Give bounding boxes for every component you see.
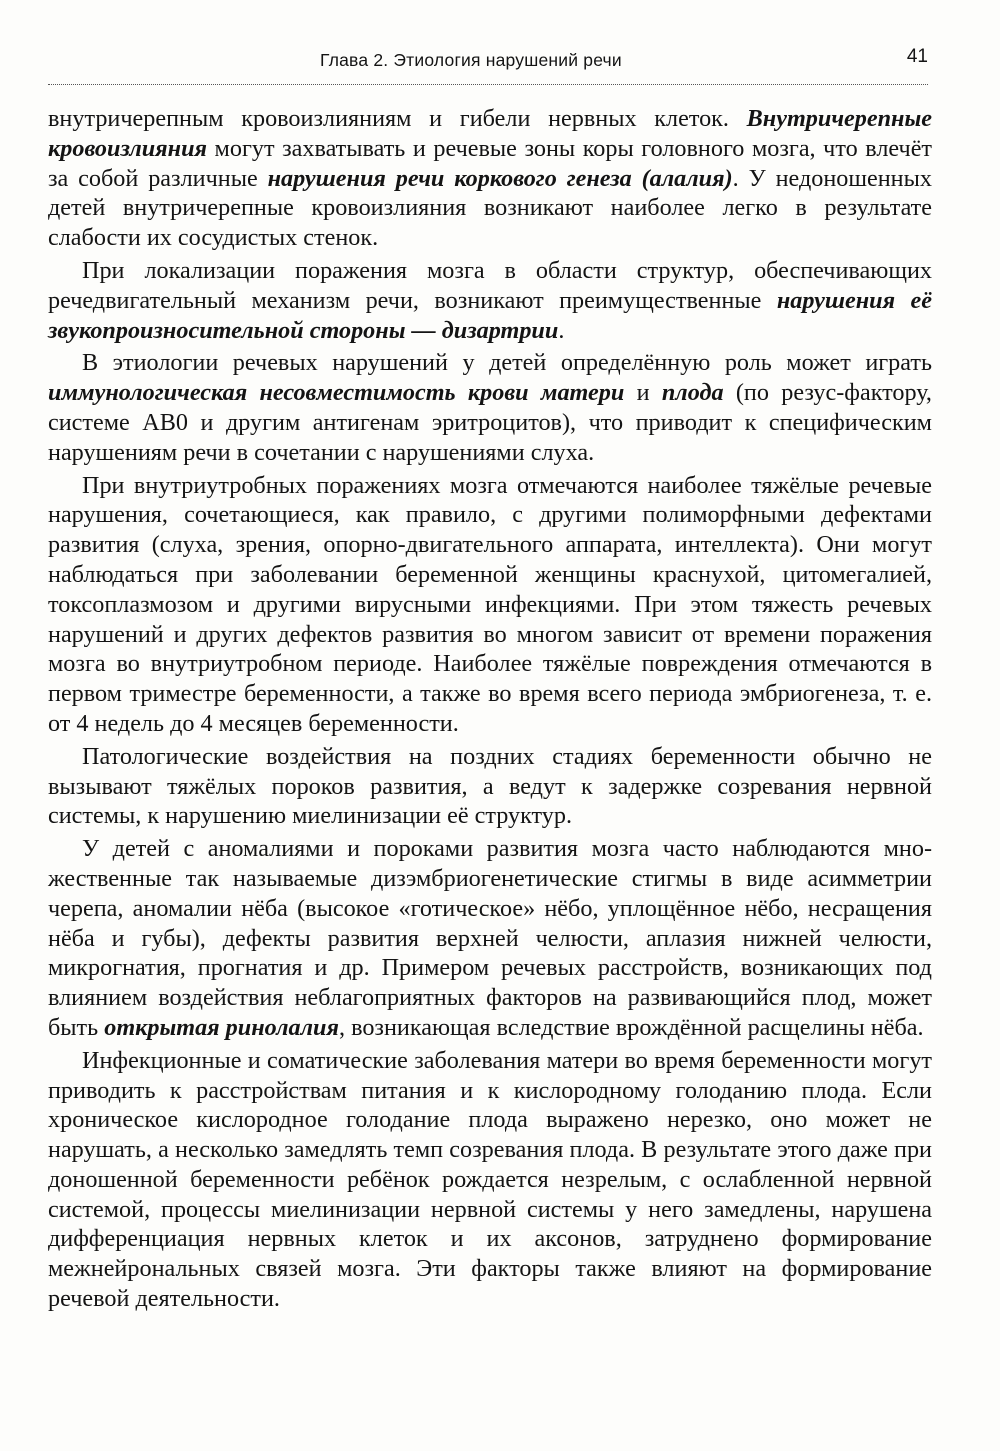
key-term: нарушения её звукопроизносительной стороны — дизартрии bbox=[48, 286, 932, 344]
key-term: плода bbox=[661, 379, 724, 407]
text-run: (по резус-фактору, системе АВ0 и другим антигенам эритроцитов), что приводит к специфическим нарушениям речи в сочетании с нарушениями слуха. bbox=[48, 379, 932, 466]
key-term: открытая ринолалия bbox=[104, 1013, 339, 1041]
text-run: могут захватывать и речевые зоны коры головного мозга, что влечёт за собой различные bbox=[48, 134, 932, 192]
paragraph bbox=[48, 348, 932, 467]
body-text bbox=[48, 104, 932, 1314]
key-term: Внутричерепные кровоизлияния bbox=[48, 105, 932, 162]
text-run: , возникающая вследствие врождённой расщелины нёба. bbox=[338, 1013, 924, 1041]
text-run: Инфекционные и соматические заболевания матери во время беременности могут приводить к расстройствам питания и к кислородному голоданию плода. Если хроническое кислородное голодание плода выражено нерезко, оно может не нарушать, а несколько замедлять темп созревания плода. В результате этого даже при доношенной беременности ребёнок рождается незрелым, с ослабленной нервной системой, процессы миелинизации нервной системы у него замедлены, нарушена дифференциация нервных клеток и их аксонов, затруднено формирование межнейрональных связей мозга. Эти факторы также влияют на формирование речевой деятельности. bbox=[48, 1046, 932, 1313]
paragraph bbox=[48, 256, 932, 345]
key-term: нарушения речи коркового генеза (алалия) bbox=[267, 164, 733, 192]
text-run: . bbox=[558, 316, 565, 344]
paragraph bbox=[48, 104, 932, 253]
text-run: При внутриутробных поражениях мозга отмечаются наиболее тяжёлые речевые нарушения, сочетающиеся, как правило, с другими полиморфными дефектами развития (слуха, зрения, опорно-двигательного аппарата, интеллекта). Они могут наблюдаться при заболевании беременной женщины краснухой, цитомегалией, токсоплазмозом и другими вирусными инфекциями. При этом тяжесть речевых нарушений и других дефектов развития во многом зависит от времени поражения мозга во внутриутробном периоде. Наиболее тяжёлые повреждения отмечаются в первом триместре беременности, а также во время всего периода эмбриогенеза, т. е. от 4 недель до 4 месяцев беременности. bbox=[48, 471, 932, 737]
text-run: и bbox=[624, 379, 662, 407]
paragraph bbox=[48, 1046, 932, 1314]
text-run: У детей с аномалиями и пороками развития мозга часто наблюдаются множественные так называемые дизэмбриогенетические стигмы в виде асимметрии черепа, аномалии нёба (высокое «готическое» нёбо, уплощённое нёбо, несращения нёба и губы), дефекты развития верхней челюсти, аплазия нижней челюсти, микрогнатия, прогнатия и др. Примером речевых расстройств, возникающих под влиянием воздействия неблагоприятных факторов на развивающийся плод, может быть bbox=[48, 835, 932, 1041]
text-run: В этиологии речевых нарушений у детей определённую роль может играть bbox=[82, 349, 932, 377]
page-number: 41 bbox=[906, 46, 928, 67]
text-run: . У недоношенных детей внутричерепные кровоизлияния возникают наиболее легко в результате слабости их сосудистых стенок. bbox=[48, 164, 932, 252]
paragraph bbox=[48, 834, 932, 1043]
text-run: Патологические воздействия на поздних стадиях беременности обычно не вызывают тяжёлых пороков развития, а ведут к задержке созревания нервной системы, к нарушению миелинизации её структур. bbox=[48, 742, 932, 830]
text-run: внутричерепным кровоизлияниям и гибели нервных клеток. bbox=[48, 105, 747, 132]
key-term: иммунологическая несовместимость крови матери bbox=[48, 379, 625, 407]
page-header bbox=[48, 44, 928, 85]
running-head: Глава 2. Этиология нарушений речи bbox=[320, 50, 622, 70]
text-run: При локализации поражения мозга в области структур, обеспечивающих речедвигательный механизм речи, возникают преимущественные bbox=[48, 256, 932, 314]
paragraph bbox=[48, 471, 932, 739]
paragraph bbox=[48, 742, 932, 831]
